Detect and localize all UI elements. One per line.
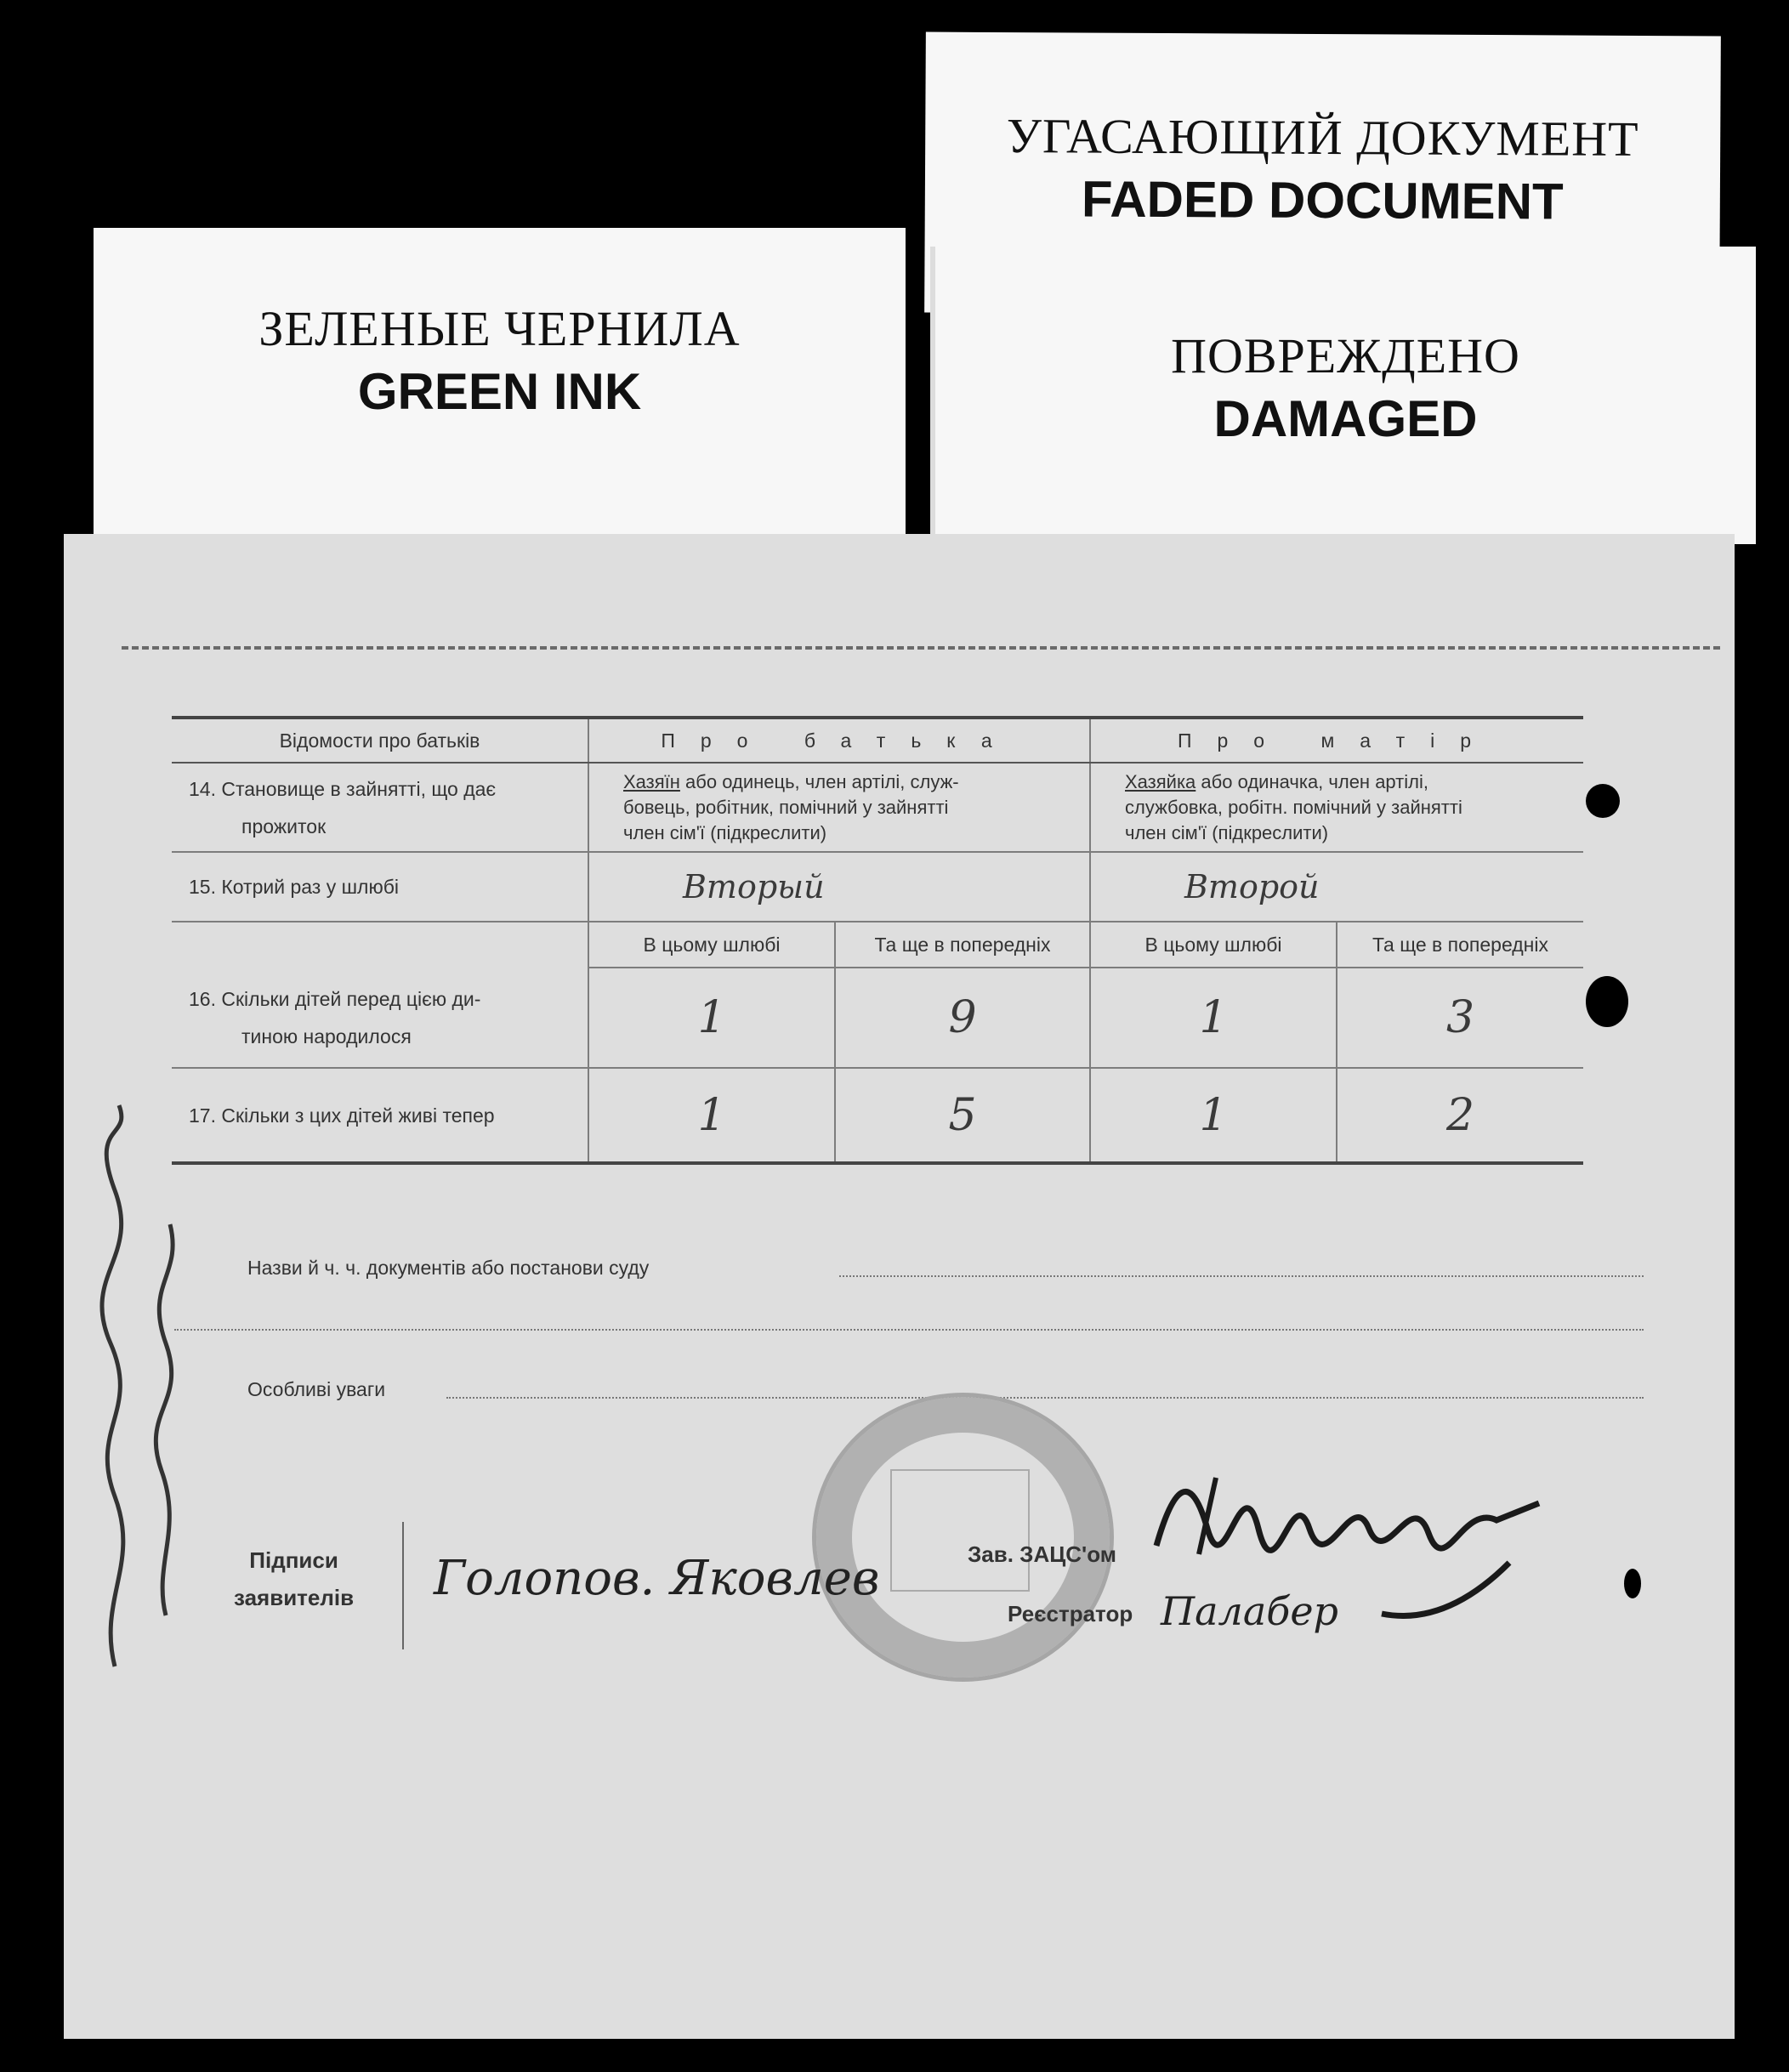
card-green-en: GREEN INK (357, 363, 642, 420)
tear-mark-3 (1624, 1569, 1641, 1598)
remarks-dotline (446, 1397, 1644, 1399)
row-17-label: 17. Скільки з цих дітей живі тепер (172, 1068, 588, 1163)
table-header-row (172, 718, 1583, 763)
margin-handwriting (81, 1088, 200, 1683)
perforation-line (122, 646, 1720, 650)
registrar-label: Реєстратор (1008, 1601, 1133, 1626)
row-16-mother-previous: 3 (1337, 968, 1583, 1068)
record-sheet (64, 534, 1735, 2039)
row-17-mother-previous: 2 (1337, 1068, 1583, 1163)
card-damaged-en: DAMAGED (1213, 390, 1478, 447)
green-ink-card (94, 228, 906, 534)
documents-dotline-2 (174, 1329, 1644, 1331)
row-14-mother-options: Хазяйка або одиначка, член артілі, службовка, робітн. помічний у зайнятті член сім'ї (підкреслити) (1090, 763, 1583, 852)
row-16-label: 16. Скільки дітей перед цією ди- тиною народилося (172, 968, 588, 1068)
signature-bracket (402, 1522, 404, 1649)
head-signature-scribble (1139, 1452, 1565, 1563)
row-14-occupation (172, 763, 1583, 852)
row-17-children-alive (172, 1068, 1583, 1163)
applicants-label: Підписи заявителів (234, 1547, 355, 1610)
header-mother: Про матір (1090, 718, 1583, 763)
remarks-label: Особливі уваги (247, 1378, 386, 1400)
row-16-father-this: 1 (588, 968, 835, 1068)
parents-table (172, 716, 1583, 1165)
head-label: Зав. ЗАЦС'ом (968, 1541, 1116, 1567)
registrar-flourish (1373, 1554, 1526, 1631)
tear-mark-1 (1586, 784, 1620, 818)
documents-dotline-1 (839, 1275, 1644, 1277)
applicant-signature: Голопов. Яковлев (434, 1551, 880, 1606)
registrar-signature: Палабер (1161, 1588, 1338, 1634)
sub-mother-this: В цьому шлюбі (1090, 922, 1337, 968)
stamp-inner-box (890, 1469, 1030, 1592)
tear-mark-2 (1586, 976, 1628, 1027)
damaged-card (935, 247, 1756, 544)
row-17-father-this: 1 (588, 1068, 835, 1163)
row-17-father-previous: 5 (835, 1068, 1090, 1163)
row-15-marriage-count (172, 852, 1583, 922)
header-father: Про батька (588, 718, 1090, 763)
row-16-father-previous: 9 (835, 968, 1090, 1068)
card-green-ru: ЗЕЛЕНЫЕ ЧЕРНИЛА (258, 301, 741, 356)
card-faded-en: FADED DOCUMENT (1081, 170, 1564, 230)
row-16-children-born (172, 968, 1583, 1068)
sub-mother-previous: Та ще в попередніх (1337, 922, 1583, 968)
children-subheader-row (172, 922, 1583, 968)
row-15-father-value: Вторый (588, 852, 1090, 922)
documents-label: Назви й ч. ч. документів або постанови суду (247, 1257, 650, 1279)
card-faded-ru: УГАСАЮЩИЙ ДОКУМЕНТ (1006, 108, 1639, 167)
row-14-label: 14. Становище в зайнятті, що дає прожиток (172, 763, 588, 852)
sub-father-previous: Та ще в попередніх (835, 922, 1090, 968)
row-15-label: 15. Котрий раз у шлюбі (172, 852, 588, 922)
card-damaged-ru: ПОВРЕЖДЕНО (1171, 328, 1520, 383)
row-15-mother-value: Второй (1090, 852, 1583, 922)
sub-father-this: В цьому шлюбі (588, 922, 835, 968)
header-parents-info: Відомости про батьків (172, 718, 588, 763)
row-17-mother-this: 1 (1090, 1068, 1337, 1163)
row-16-mother-this: 1 (1090, 968, 1337, 1068)
row-14-father-options: Хазяїн або одинець, член артілі, служ- бовець, робітник, помічний у зайнятті член сім'ї (підкреслити) (588, 763, 1090, 852)
